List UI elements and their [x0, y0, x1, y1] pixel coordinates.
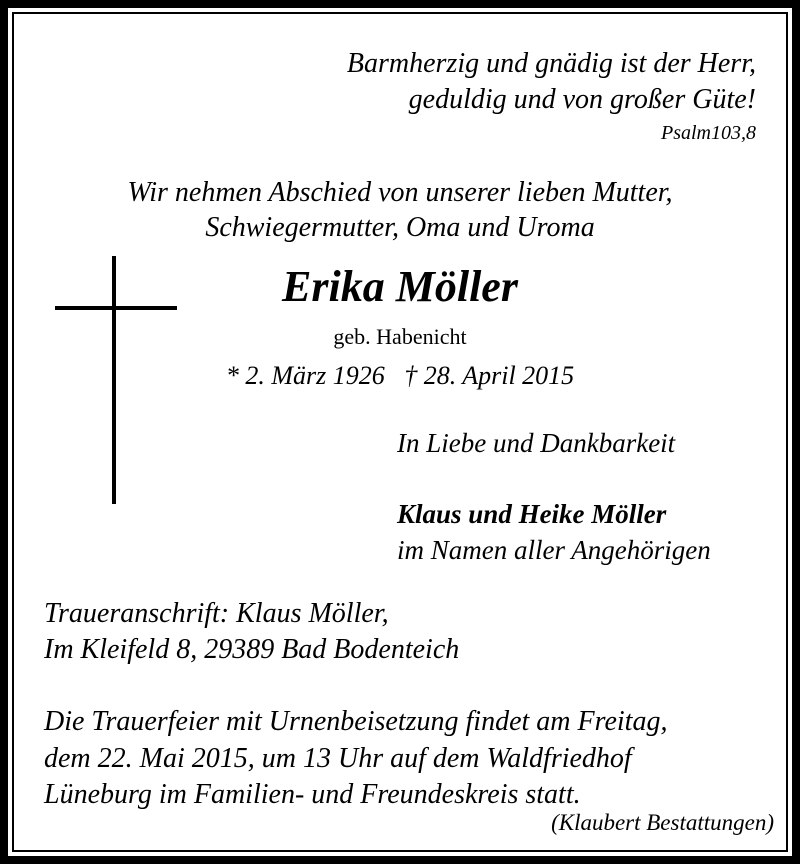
intro-line-2: Schwiegermutter, Oma und Uroma: [205, 212, 595, 243]
verse-source: Psalm103,8: [661, 122, 756, 144]
deceased-name: Erika Möller: [282, 262, 518, 311]
sentiment-text: In Liebe und Dankbarkeit: [397, 428, 676, 458]
intro-line-1: Wir nehmen Abschied von unserer lieben Mutter,: [127, 177, 673, 208]
mourner-names: Klaus und Heike Möller: [397, 499, 667, 529]
ceremony-line-1: Die Trauerfeier mit Urnenbeisetzung findet am Freitag,: [44, 706, 668, 737]
ceremony-line-2: dem 22. Mai 2015, um 13 Uhr auf dem Waldfriedhof: [44, 743, 632, 774]
verse-line-2: geduldig und von großer Güte!: [408, 84, 756, 115]
on-behalf-text: im Namen aller Angehörigen: [397, 535, 711, 565]
address-line-1: Traueranschrift: Klaus Möller,: [44, 598, 389, 629]
verse-line-1: Barmherzig und gnädig ist der Herr,: [346, 48, 756, 79]
address-line-2: Im Kleifeld 8, 29389 Bad Bodenteich: [44, 634, 460, 665]
ceremony-line-3: Lüneburg im Familien- und Freundeskreis statt.: [44, 779, 581, 810]
maiden-name: geb. Habenicht: [333, 324, 467, 349]
life-dates: * 2. März 1926 † 28. April 2015: [225, 361, 575, 390]
undertaker-credit: (Klaubert Bestattungen): [551, 810, 774, 835]
